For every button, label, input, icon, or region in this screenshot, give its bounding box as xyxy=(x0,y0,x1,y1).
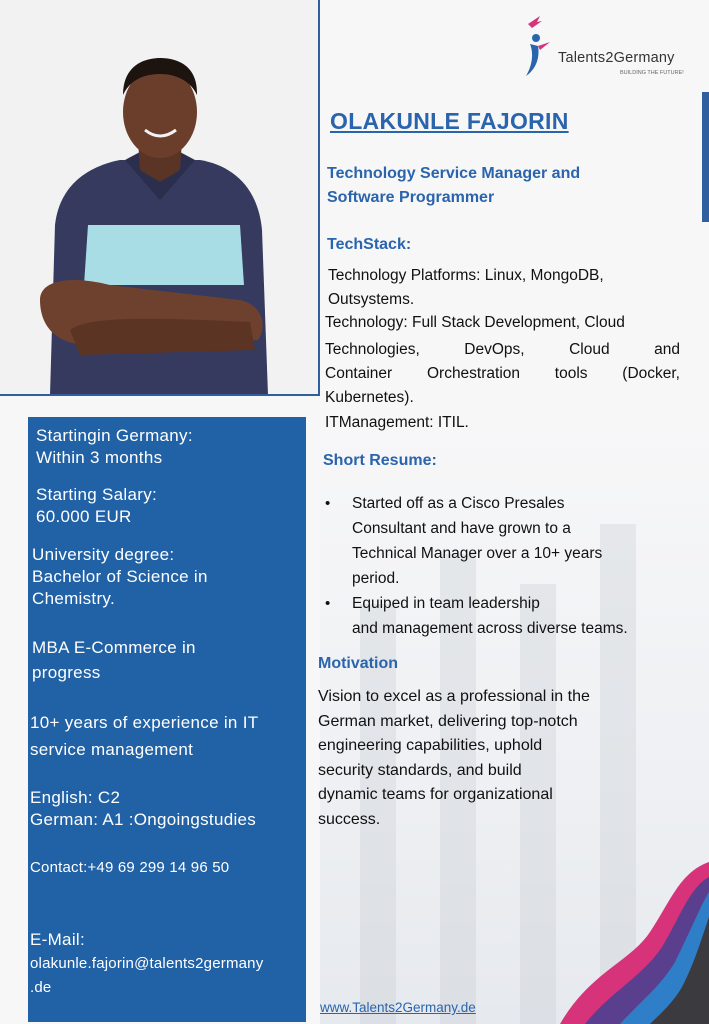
motivation-line: engineering capabilities, uphold xyxy=(318,737,543,754)
contact-phone: Contact:+49 69 299 14 96 50 xyxy=(30,859,230,876)
motivation-line: German market, delivering top-notch xyxy=(318,712,578,730)
language-german: German: A1 :Ongoingstudies xyxy=(30,810,257,829)
list-item-line: period. xyxy=(352,570,400,587)
techstack-heading: TechStack: xyxy=(327,236,412,253)
list-item xyxy=(320,491,690,591)
mba-line: MBA E-Commerce in xyxy=(32,638,196,657)
logo-tagline: BUILDING THE FUTURE! xyxy=(620,70,684,76)
university-degree xyxy=(32,544,310,610)
experience-line: service management xyxy=(30,740,194,759)
techstack-technology-l4: Kubernetes). xyxy=(325,389,414,406)
techstack-platforms-cont: Outsystems. xyxy=(328,291,415,308)
motivation-line: dynamic teams for organizational xyxy=(318,786,553,803)
logo-figure-icon xyxy=(520,14,560,84)
short-resume-list xyxy=(320,491,690,641)
logo-wordmark: Talents2Germany xyxy=(558,50,675,66)
bullet-icon: • xyxy=(325,595,331,612)
email-address[interactable] xyxy=(30,952,308,1000)
job-title xyxy=(327,162,657,210)
techstack-technology-l2-text: Technologies, DevOps, Cloud and xyxy=(325,341,680,358)
languages xyxy=(30,787,308,831)
profile-photo xyxy=(0,0,318,395)
job-title-line: Technology Service Manager and xyxy=(327,165,581,182)
degree-line: University degree: xyxy=(32,545,175,564)
degree-line: Chemistry. xyxy=(32,589,115,608)
start-availability xyxy=(36,425,314,469)
list-item-line: Consultant and have grown to a xyxy=(352,520,571,537)
photo-divider xyxy=(318,0,320,395)
short-resume-heading: Short Resume: xyxy=(323,452,437,469)
techstack-technology: Technology: Full Stack Development, Cloud xyxy=(325,314,625,331)
email-label: E-Mail: xyxy=(30,930,85,949)
motivation-line: Vision to excel as a professional in the xyxy=(318,688,590,705)
degree-line: Bachelor of Science in xyxy=(32,567,208,586)
accent-bar xyxy=(702,92,709,222)
mba-status xyxy=(32,635,310,685)
techstack-technology-l3-text: Container Orchestration tools (Docker, xyxy=(325,365,680,382)
mba-line: progress xyxy=(32,663,101,682)
salary-label: Starting Salary: xyxy=(36,485,158,504)
candidate-facts-panel xyxy=(28,417,306,1022)
candidate-name: OLAKUNLE FAJORIN xyxy=(330,108,569,134)
experience-line: 10+ years of experience in IT xyxy=(30,713,259,732)
motivation-line: success. xyxy=(318,810,381,828)
company-logo xyxy=(520,14,695,84)
list-item-line: Equiped in team leadership xyxy=(352,595,540,612)
starting-salary xyxy=(36,484,314,528)
bullet-icon: • xyxy=(325,495,331,512)
list-item xyxy=(320,591,690,641)
motivation-text xyxy=(318,685,658,832)
experience xyxy=(30,709,308,763)
techstack-itmanagement: ITManagement: ITIL. xyxy=(325,414,469,431)
salary-value: 60.000 EUR xyxy=(36,507,132,526)
techstack-technology-l3 xyxy=(325,362,680,386)
motivation-heading: Motivation xyxy=(318,655,398,672)
motivation-line: security standards, and build xyxy=(318,761,522,779)
start-value: Within 3 months xyxy=(36,448,163,467)
language-english: English: C2 xyxy=(30,788,121,807)
start-label: Startingin Germany: xyxy=(36,426,193,445)
techstack-technology-l2 xyxy=(325,338,680,362)
list-item-line: Technical Manager over a 10+ years xyxy=(352,545,603,562)
list-item-line: and management across diverse teams. xyxy=(352,620,628,637)
decorative-swoosh xyxy=(530,862,709,1024)
email-line: olakunle.fajorin@talents2germany xyxy=(30,955,264,972)
job-title-line: Software Programmer xyxy=(327,189,495,206)
techstack-platforms: Technology Platforms: Linux, MongoDB, xyxy=(328,267,604,284)
email-line: .de xyxy=(30,979,52,996)
website-link[interactable]: www.Talents2Germany.de xyxy=(320,1000,476,1015)
list-item-line: Started off as a Cisco Presales xyxy=(352,495,565,512)
photo-divider-bottom xyxy=(0,394,320,396)
